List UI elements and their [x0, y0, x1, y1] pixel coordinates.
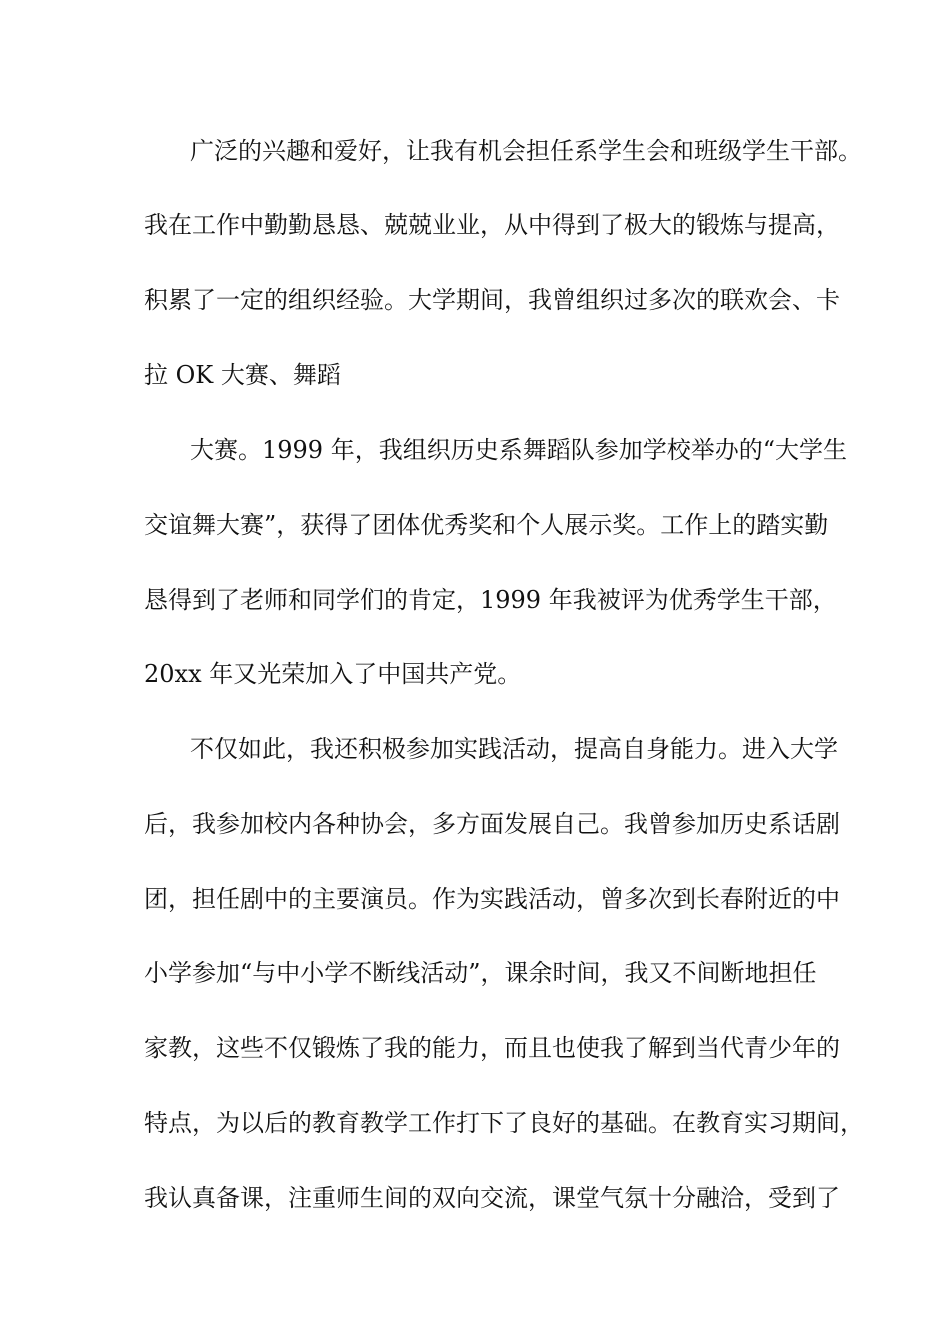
paragraph-line: 恳得到了老师和同学们的肯定，1999 年我被评为优秀学生干部，	[144, 586, 837, 614]
paragraph-line: 家教，这些不仅锻炼了我的能力，而且也使我了解到当代青少年的	[144, 1034, 840, 1062]
paragraph-line: 小学参加“与中小学不断线活动”，课余时间，我又不间断地担任	[144, 959, 817, 987]
paragraph-line: 拉 OK 大赛、舞蹈	[144, 361, 341, 389]
paragraph-line: 我认真备课，注重师生间的双向交流，课堂气氛十分融洽，受到了	[144, 1184, 840, 1212]
paragraph-line: 我在工作中勤勤恳恳、兢兢业业，从中得到了极大的锻炼与提高，	[144, 211, 840, 239]
paragraph-line: 特点，为以后的教育教学工作打下了良好的基础。在教育实习期间，	[144, 1109, 864, 1137]
paragraph-line: 20xx 年又光荣加入了中国共产党。	[144, 660, 522, 688]
paragraph-line: 积累了一定的组织经验。大学期间，我曾组织过多次的联欢会、卡	[144, 286, 840, 314]
paragraph-line: 大赛。1999 年，我组织历史系舞蹈队参加学校举办的“大学生	[190, 436, 847, 464]
paragraph-line: 不仅如此，我还积极参加实践活动，提高自身能力。进入大学	[190, 735, 838, 763]
paragraph-line: 团，担任剧中的主要演员。作为实践活动，曾多次到长春附近的中	[144, 885, 840, 913]
paragraph-line: 广泛的兴趣和爱好，让我有机会担任系学生会和班级学生干部。	[190, 137, 862, 165]
paragraph-line: 交谊舞大赛”，获得了团体优秀奖和个人展示奖。工作上的踏实勤	[144, 511, 829, 539]
paragraph-line: 后，我参加校内各种协会，多方面发展自己。我曾参加历史系话剧	[144, 810, 840, 838]
